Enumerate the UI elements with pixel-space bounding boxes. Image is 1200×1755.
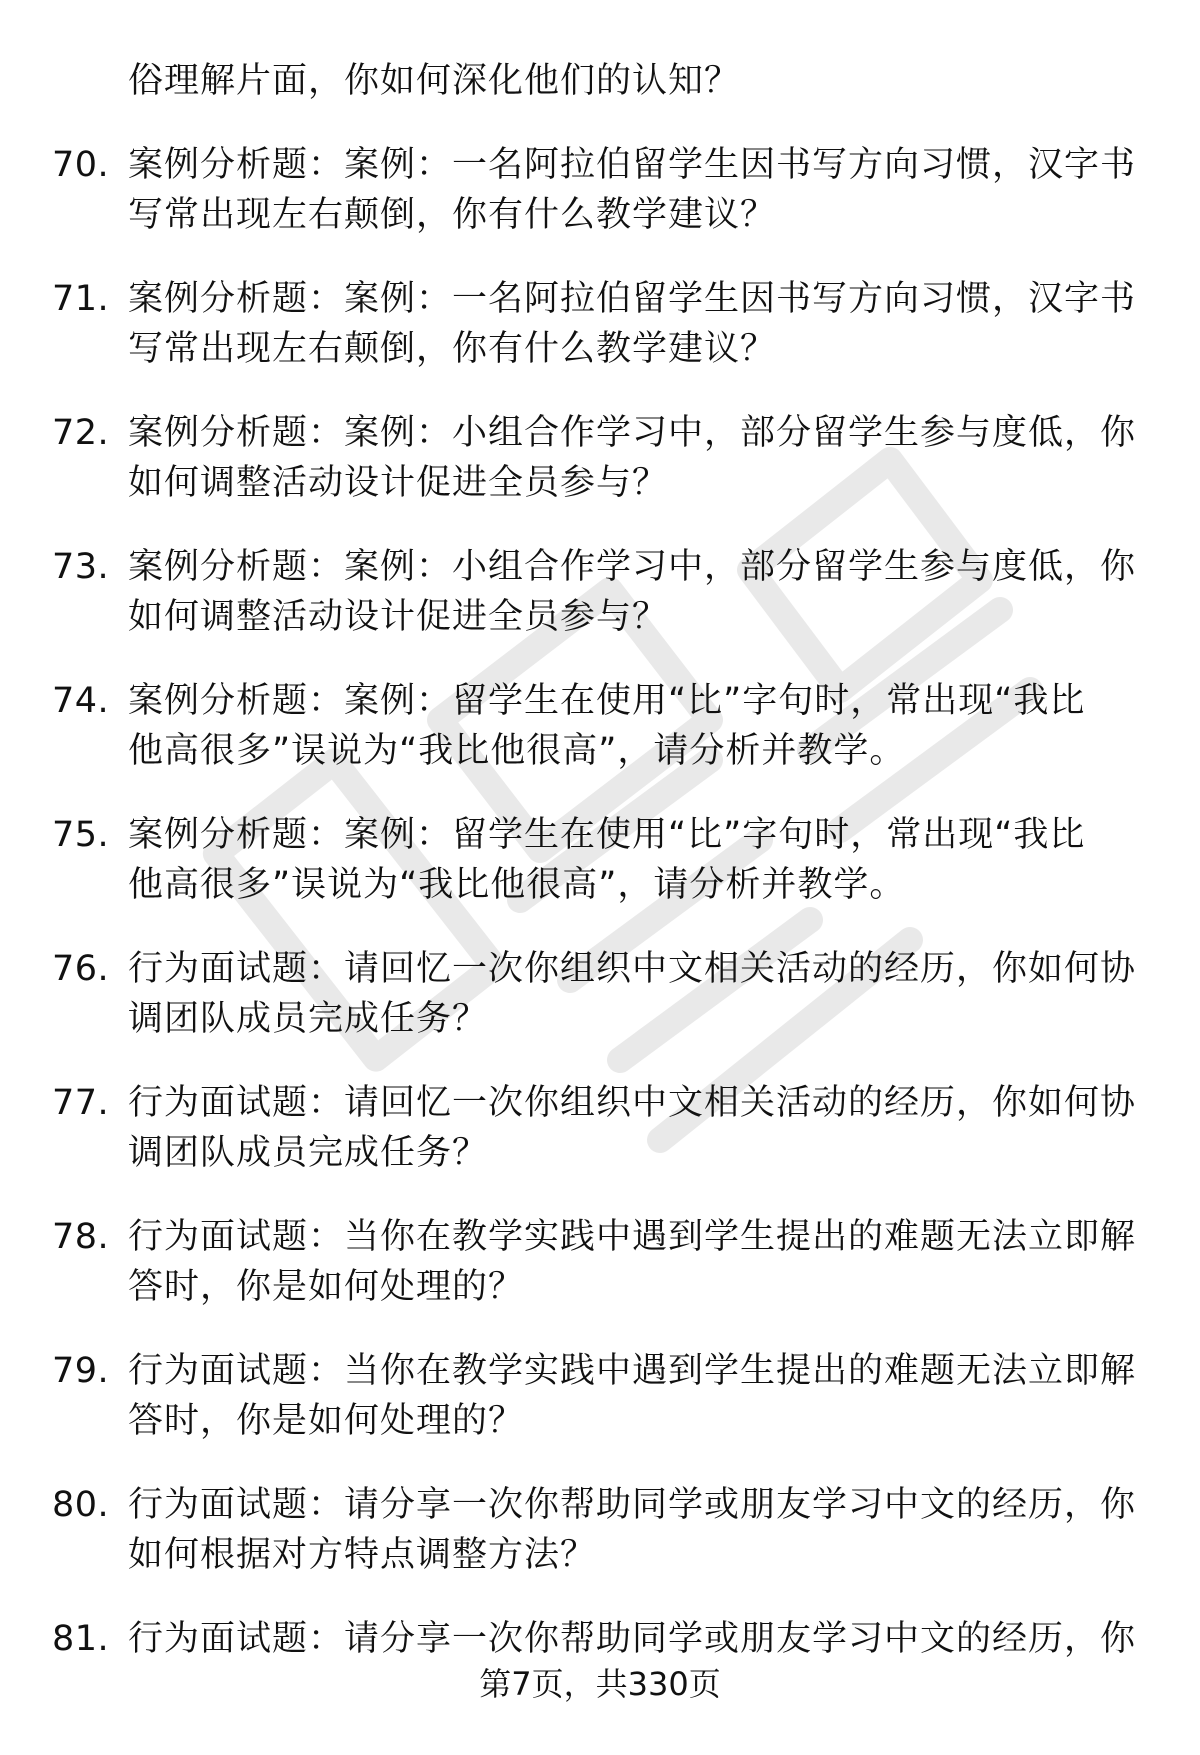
question-text: 行为面试题：请回忆一次你组织中文相关活动的经历，你如何协 调团队成员完成任务？ xyxy=(128,1083,1137,1173)
list-item xyxy=(0,1078,1200,1178)
page-footer: 第7页，共330页 xyxy=(479,1665,721,1703)
question-text: 案例分析题：案例：小组合作学习中，部分留学生参与度低，你 如何调整活动设计促进全员参与？ xyxy=(128,547,1137,637)
question-list xyxy=(0,56,1200,1698)
question-text: 俗理解片面，你如何深化他们的认知？ xyxy=(128,61,741,101)
question-text: 行为面试题：请分享一次你帮助同学或朋友学习中文的经历，你 如何根据对方特点调整方法？ xyxy=(128,1485,1137,1575)
list-item xyxy=(0,274,1200,374)
question-text: 案例分析题：案例：留学生在使用“比”字句时，常出现“我比 他高很多”误说为“我比他很高”，请分析并教学。 xyxy=(128,681,1086,771)
question-number: 77. xyxy=(52,1083,110,1123)
list-item xyxy=(0,1614,1200,1664)
list-item xyxy=(0,1346,1200,1446)
list-item-continued xyxy=(0,56,1200,106)
question-text: 行为面试题：请分享一次你帮助同学或朋友学习中文的经历，你 xyxy=(128,1619,1137,1659)
list-item xyxy=(0,1480,1200,1580)
question-text: 案例分析题：案例：小组合作学习中，部分留学生参与度低，你 如何调整活动设计促进全员参与？ xyxy=(128,413,1137,503)
question-text: 行为面试题：当你在教学实践中遇到学生提出的难题无法立即解 答时，你是如何处理的？ xyxy=(128,1217,1137,1307)
question-text: 行为面试题：当你在教学实践中遇到学生提出的难题无法立即解 答时，你是如何处理的？ xyxy=(128,1351,1137,1441)
question-number: 81. xyxy=(52,1619,110,1659)
question-number: 79. xyxy=(52,1351,110,1391)
list-item xyxy=(0,1212,1200,1312)
list-item xyxy=(0,542,1200,642)
question-number: 78. xyxy=(52,1217,110,1257)
question-number: 74. xyxy=(52,681,110,721)
list-item xyxy=(0,408,1200,508)
question-number: 72. xyxy=(52,413,110,453)
question-text: 行为面试题：请回忆一次你组织中文相关活动的经历，你如何协 调团队成员完成任务？ xyxy=(128,949,1137,1039)
list-item xyxy=(0,676,1200,776)
question-number: 70. xyxy=(52,145,110,185)
question-text: 案例分析题：案例：一名阿拉伯留学生因书写方向习惯，汉字书 写常出现左右颠倒，你有什么教学建议？ xyxy=(128,279,1137,369)
question-text: 案例分析题：案例：留学生在使用“比”字句时，常出现“我比 他高很多”误说为“我比他很高”，请分析并教学。 xyxy=(128,815,1086,905)
list-item xyxy=(0,140,1200,240)
list-item xyxy=(0,944,1200,1044)
question-text: 案例分析题：案例：一名阿拉伯留学生因书写方向习惯，汉字书 写常出现左右颠倒，你有什么教学建议？ xyxy=(128,145,1137,235)
question-number: 80. xyxy=(52,1485,110,1525)
question-number: 71. xyxy=(52,279,110,319)
list-item xyxy=(0,810,1200,910)
question-number: 73. xyxy=(52,547,110,587)
question-number: 76. xyxy=(52,949,110,989)
question-number: 75. xyxy=(52,815,110,855)
